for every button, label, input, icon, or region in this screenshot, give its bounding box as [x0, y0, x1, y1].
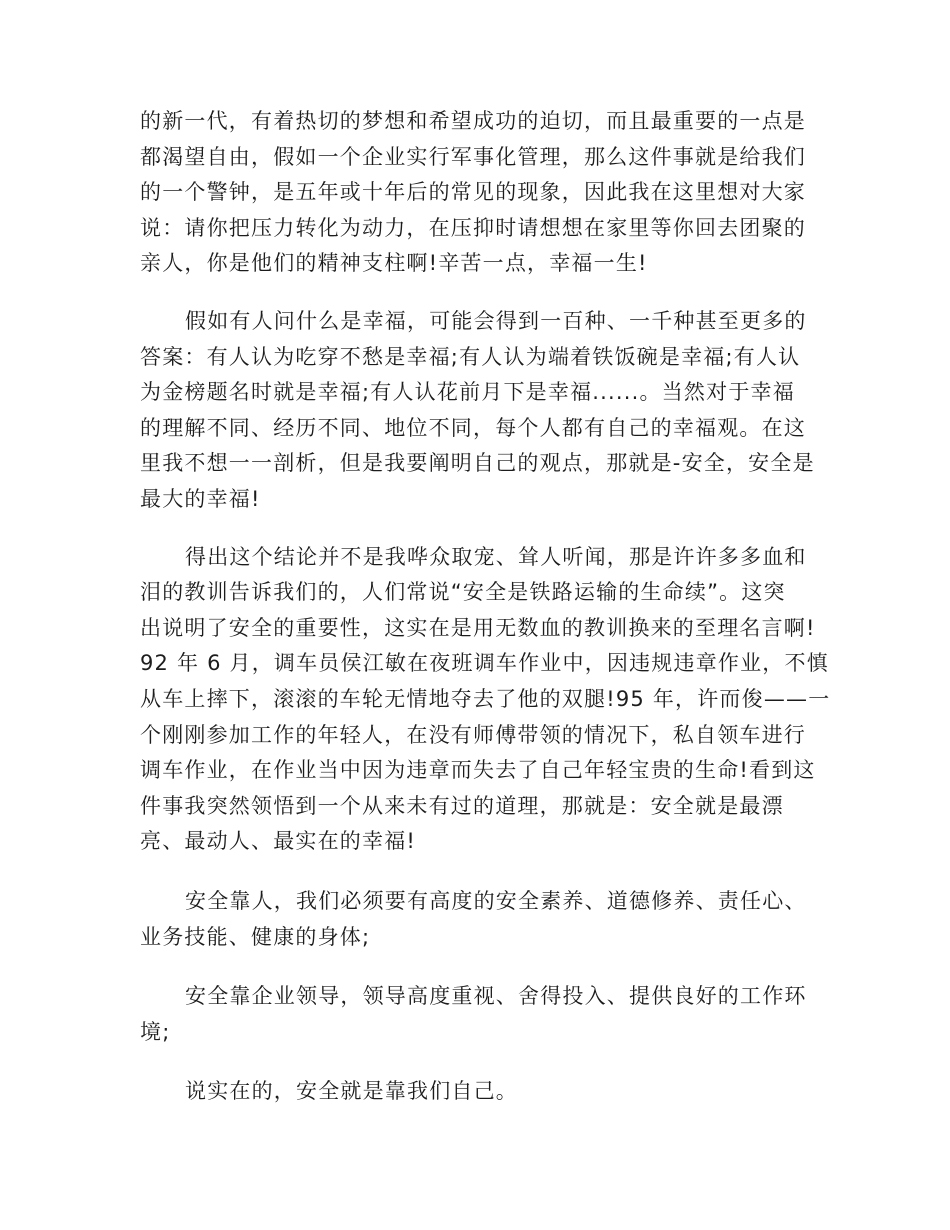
text-line: 的理解不同、经历不同、地位不同，每个人都有自己的幸福观。在这 [140, 415, 806, 440]
text-line: 最大的幸福! [140, 486, 261, 511]
paragraph-happiness [140, 304, 815, 518]
text-line: 泪的教训告诉我们的，人们常说“安全是铁路运输的生命续”。这突 [140, 580, 786, 605]
text-line: 92 年 6 月，调车员侯江敏在夜班调车作业中，因违规违章作业，不慎 [140, 651, 829, 676]
text-line: 都渴望自由，假如一个企业实行军事化管理，那么这件事就是给我们 [140, 144, 806, 169]
text-line: 假如有人问什么是幸福，可能会得到一百种、一千种甚至更多的 [185, 309, 807, 333]
text-line: 出说明了安全的重要性，这实在是用无数血的教训换来的至理名言啊! [140, 615, 816, 640]
text-line: 从车上摔下，滚滚的车轮无情地夺去了他的双腿!95 年，许而俊——一 [140, 686, 831, 711]
paragraph-conclusion [140, 1074, 810, 1110]
paragraph-lessons [140, 540, 831, 860]
text-line: 亮、最动人、最实在的幸福! [140, 829, 417, 854]
text-line: 的一个警钟，是五年或十年后的常见的现象，因此我在这里想对大家 [140, 180, 806, 205]
text-line: 安全靠人，我们必须要有高度的安全素养、道德修养、责任心、 [185, 888, 807, 913]
text-line: 说实在的，安全就是靠我们自己。 [185, 1079, 518, 1104]
text-line: 调车作业，在作业当中因为违章而失去了自己年轻宝贵的生命!看到这 [140, 758, 816, 783]
text-line: 个刚刚参加工作的年轻人，在没有师傅带领的情况下，私自领车进行 [140, 722, 806, 747]
text-line: 得出这个结论并不是我哗众取宠、耸人听闻，那是许许多多血和 [185, 544, 807, 569]
paragraph-safety-people [140, 884, 810, 955]
text-line: 为金榜题名时就是幸福;有人认花前月下是幸福......。当然对于幸福 [140, 380, 795, 405]
document-page [140, 104, 831, 1110]
paragraph-continuation [140, 104, 810, 282]
text-line: 说：请你把压力转化为动力，在压抑时请想想在家里等你回去团聚的 [140, 215, 806, 240]
text-line: 业务技能、健康的身体; [140, 924, 371, 949]
text-line: 亲人，你是他们的精神支柱啊!辛苦一点，幸福一生! [140, 251, 648, 276]
text-line: 里我不想一一剖析，但是我要阐明自己的观点，那就是-安全，安全是 [140, 451, 815, 476]
text-line: 境; [140, 1019, 171, 1044]
text-line: 安全靠企业领导，领导高度重视、舍得投入、提供良好的工作环 [185, 984, 807, 1009]
text-line: 的新一代，有着热切的梦想和希望成功的迫切，而且最重要的一点是 [140, 109, 806, 133]
text-line: 件事我突然领悟到一个从来未有过的道理，那就是：安全就是最漂 [140, 793, 784, 818]
paragraph-safety-leadership [140, 979, 810, 1050]
text-line: 答案：有人认为吃穿不愁是幸福;有人认为端着铁饭碗是幸福;有人认 [140, 344, 801, 369]
